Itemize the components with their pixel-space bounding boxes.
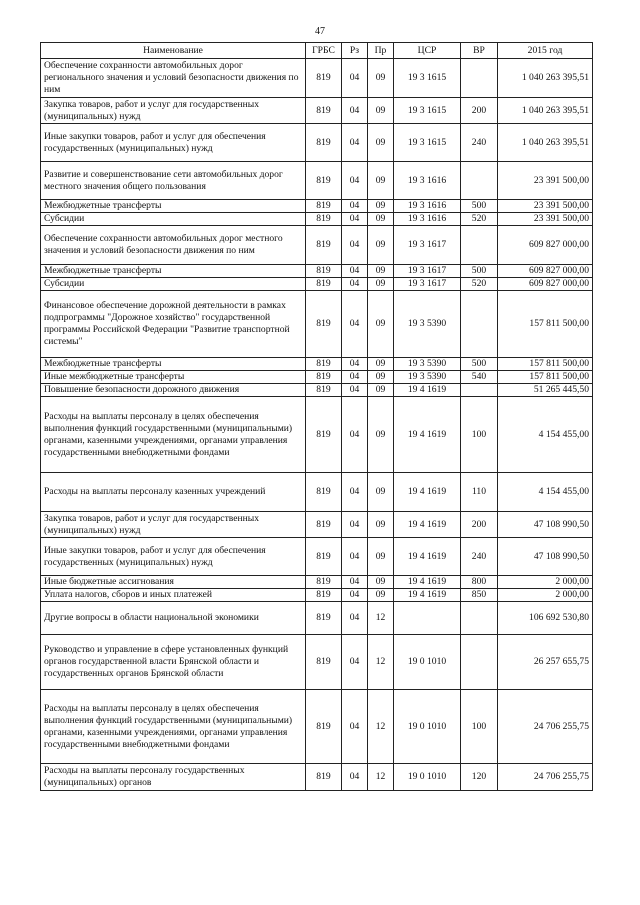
cell-name: Другие вопросы в области национальной экономики xyxy=(41,602,306,635)
cell-vr: 110 xyxy=(461,473,498,512)
cell-name: Иные закупки товаров, работ и услуг для обеспечения государственных (муниципальных) нужд xyxy=(41,124,306,162)
cell-amount: 609 827 000,00 xyxy=(498,265,593,278)
cell-amount: 1 040 263 395,51 xyxy=(498,124,593,162)
budget-table xyxy=(40,42,593,791)
cell-vr xyxy=(461,226,498,265)
cell-vr: 540 xyxy=(461,371,498,384)
cell-csr xyxy=(394,602,461,635)
cell-pr: 09 xyxy=(368,59,394,98)
page-number: 47 xyxy=(315,26,325,37)
cell-amount: 23 391 500,00 xyxy=(498,213,593,226)
cell-grbs: 819 xyxy=(306,98,342,124)
cell-amount: 4 154 455,00 xyxy=(498,397,593,473)
cell-pr: 09 xyxy=(368,226,394,265)
cell-rz: 04 xyxy=(342,213,368,226)
cell-rz: 04 xyxy=(342,278,368,291)
cell-name: Финансовое обеспечение дорожной деятельности в рамках подпрограммы "Дорожное хозяйство" государственной программы Российской Федерации "Развитие транспортной системы" xyxy=(41,291,306,358)
cell-amount: 47 108 990,50 xyxy=(498,538,593,576)
cell-name: Расходы на выплаты персоналу казенных учреждений xyxy=(41,473,306,512)
cell-vr xyxy=(461,635,498,690)
cell-rz: 04 xyxy=(342,397,368,473)
cell-rz: 04 xyxy=(342,512,368,538)
cell-csr: 19 3 1617 xyxy=(394,226,461,265)
cell-amount: 1 040 263 395,51 xyxy=(498,59,593,98)
cell-grbs: 819 xyxy=(306,291,342,358)
cell-rz: 04 xyxy=(342,59,368,98)
cell-rz: 04 xyxy=(342,576,368,589)
header-year: 2015 год xyxy=(498,43,593,59)
cell-pr: 09 xyxy=(368,213,394,226)
cell-name: Обеспечение сохранности автомобильных дорог регионального значения и условий безопасности движения по ним xyxy=(41,59,306,98)
cell-csr: 19 4 1619 xyxy=(394,576,461,589)
cell-csr: 19 0 1010 xyxy=(394,690,461,764)
cell-grbs: 819 xyxy=(306,384,342,397)
cell-name: Закупка товаров, работ и услуг для государственных (муниципальных) нужд xyxy=(41,512,306,538)
cell-rz: 04 xyxy=(342,162,368,200)
cell-vr: 850 xyxy=(461,589,498,602)
cell-name: Расходы на выплаты персоналу в целях обеспечения выполнения функций государственными (муниципальными) органами, казенными учреждениями, органами управления государственными внебюджетными фондами xyxy=(41,690,306,764)
cell-vr: 520 xyxy=(461,278,498,291)
table-row xyxy=(41,397,593,473)
cell-name: Субсидии xyxy=(41,213,306,226)
cell-amount: 51 265 445,50 xyxy=(498,384,593,397)
cell-csr: 19 4 1619 xyxy=(394,473,461,512)
cell-vr: 200 xyxy=(461,98,498,124)
cell-name: Иные межбюджетные трансферты xyxy=(41,371,306,384)
cell-vr xyxy=(461,59,498,98)
cell-pr: 09 xyxy=(368,576,394,589)
cell-vr: 240 xyxy=(461,124,498,162)
table-row xyxy=(41,200,593,213)
cell-grbs: 819 xyxy=(306,512,342,538)
cell-amount: 47 108 990,50 xyxy=(498,512,593,538)
cell-csr: 19 4 1619 xyxy=(394,512,461,538)
cell-pr: 09 xyxy=(368,512,394,538)
cell-vr: 240 xyxy=(461,538,498,576)
cell-csr: 19 4 1619 xyxy=(394,384,461,397)
cell-name: Межбюджетные трансферты xyxy=(41,358,306,371)
cell-rz: 04 xyxy=(342,265,368,278)
cell-grbs: 819 xyxy=(306,59,342,98)
cell-amount: 4 154 455,00 xyxy=(498,473,593,512)
cell-pr: 09 xyxy=(368,200,394,213)
cell-amount: 157 811 500,00 xyxy=(498,371,593,384)
cell-csr: 19 3 1616 xyxy=(394,162,461,200)
cell-csr: 19 3 1616 xyxy=(394,200,461,213)
cell-pr: 09 xyxy=(368,538,394,576)
table-row xyxy=(41,162,593,200)
cell-vr: 100 xyxy=(461,397,498,473)
cell-amount: 2 000,00 xyxy=(498,576,593,589)
cell-pr: 12 xyxy=(368,602,394,635)
cell-pr: 12 xyxy=(368,764,394,791)
table-row xyxy=(41,291,593,358)
cell-pr: 09 xyxy=(368,384,394,397)
table-row xyxy=(41,512,593,538)
cell-vr: 120 xyxy=(461,764,498,791)
cell-csr: 19 3 1617 xyxy=(394,278,461,291)
cell-rz: 04 xyxy=(342,589,368,602)
cell-name: Обеспечение сохранности автомобильных дорог местного значения и условий безопасности движения по ним xyxy=(41,226,306,265)
cell-grbs: 819 xyxy=(306,602,342,635)
cell-vr: 100 xyxy=(461,690,498,764)
cell-grbs: 819 xyxy=(306,635,342,690)
cell-grbs: 819 xyxy=(306,576,342,589)
cell-amount: 23 391 500,00 xyxy=(498,200,593,213)
cell-csr: 19 0 1010 xyxy=(394,635,461,690)
table-row xyxy=(41,59,593,98)
cell-amount: 26 257 655,75 xyxy=(498,635,593,690)
cell-vr xyxy=(461,291,498,358)
cell-pr: 09 xyxy=(368,291,394,358)
cell-csr: 19 4 1619 xyxy=(394,589,461,602)
cell-csr: 19 0 1010 xyxy=(394,764,461,791)
cell-amount: 1 040 263 395,51 xyxy=(498,98,593,124)
cell-name: Расходы на выплаты персоналу государственных (муниципальных) органов xyxy=(41,764,306,791)
table-row xyxy=(41,358,593,371)
cell-name: Иные закупки товаров, работ и услуг для обеспечения государственных (муниципальных) нужд xyxy=(41,538,306,576)
table-row xyxy=(41,602,593,635)
cell-vr xyxy=(461,602,498,635)
cell-rz: 04 xyxy=(342,358,368,371)
cell-grbs: 819 xyxy=(306,265,342,278)
cell-amount: 609 827 000,00 xyxy=(498,226,593,265)
cell-pr: 12 xyxy=(368,690,394,764)
cell-vr: 500 xyxy=(461,200,498,213)
table-row xyxy=(41,635,593,690)
cell-csr: 19 3 1615 xyxy=(394,59,461,98)
table-row xyxy=(41,473,593,512)
cell-grbs: 819 xyxy=(306,589,342,602)
cell-rz: 04 xyxy=(342,371,368,384)
cell-csr: 19 3 1616 xyxy=(394,213,461,226)
cell-rz: 04 xyxy=(342,635,368,690)
cell-grbs: 819 xyxy=(306,764,342,791)
cell-grbs: 819 xyxy=(306,124,342,162)
cell-rz: 04 xyxy=(342,764,368,791)
cell-csr: 19 3 5390 xyxy=(394,358,461,371)
cell-csr: 19 3 5390 xyxy=(394,291,461,358)
cell-amount: 609 827 000,00 xyxy=(498,278,593,291)
cell-name: Межбюджетные трансферты xyxy=(41,265,306,278)
table-row xyxy=(41,226,593,265)
cell-name: Закупка товаров, работ и услуг для государственных (муниципальных) нужд xyxy=(41,98,306,124)
cell-name: Расходы на выплаты персоналу в целях обеспечения выполнения функций государственными (муниципальными) органами, казенными учреждениями, органами управления государственными внебюджетными фондами xyxy=(41,397,306,473)
cell-csr: 19 3 1615 xyxy=(394,124,461,162)
cell-name: Повышение безопасности дорожного движения xyxy=(41,384,306,397)
cell-csr: 19 3 1615 xyxy=(394,98,461,124)
cell-csr: 19 4 1619 xyxy=(394,538,461,576)
table-row xyxy=(41,278,593,291)
cell-rz: 04 xyxy=(342,690,368,764)
cell-name: Руководство и управление в сфере установленных функций органов государственной власти Брянской области и государственных органов Брянской области xyxy=(41,635,306,690)
cell-rz: 04 xyxy=(342,602,368,635)
cell-amount: 157 811 500,00 xyxy=(498,358,593,371)
cell-pr: 09 xyxy=(368,265,394,278)
cell-name: Развитие и совершенствование сети автомобильных дорог местного значения общего пользования xyxy=(41,162,306,200)
cell-csr: 19 3 5390 xyxy=(394,371,461,384)
cell-pr: 09 xyxy=(368,589,394,602)
cell-grbs: 819 xyxy=(306,358,342,371)
table-header-row xyxy=(41,43,593,59)
cell-rz: 04 xyxy=(342,473,368,512)
cell-grbs: 819 xyxy=(306,278,342,291)
cell-csr: 19 3 1617 xyxy=(394,265,461,278)
cell-pr: 09 xyxy=(368,397,394,473)
cell-vr: 500 xyxy=(461,265,498,278)
cell-grbs: 819 xyxy=(306,226,342,265)
cell-grbs: 819 xyxy=(306,213,342,226)
cell-rz: 04 xyxy=(342,538,368,576)
cell-amount: 24 706 255,75 xyxy=(498,764,593,791)
cell-rz: 04 xyxy=(342,384,368,397)
cell-amount: 23 391 500,00 xyxy=(498,162,593,200)
table-row xyxy=(41,265,593,278)
cell-rz: 04 xyxy=(342,200,368,213)
header-name: Наименование xyxy=(41,43,306,59)
cell-pr: 09 xyxy=(368,162,394,200)
cell-vr xyxy=(461,162,498,200)
table-row xyxy=(41,589,593,602)
cell-pr: 09 xyxy=(368,358,394,371)
cell-csr: 19 4 1619 xyxy=(394,397,461,473)
cell-vr xyxy=(461,384,498,397)
cell-pr: 09 xyxy=(368,371,394,384)
table-row xyxy=(41,371,593,384)
header-vr: ВР xyxy=(461,43,498,59)
header-csr: ЦСР xyxy=(394,43,461,59)
cell-amount: 24 706 255,75 xyxy=(498,690,593,764)
header-pr: Пр xyxy=(368,43,394,59)
cell-grbs: 819 xyxy=(306,538,342,576)
cell-vr: 200 xyxy=(461,512,498,538)
cell-grbs: 819 xyxy=(306,397,342,473)
cell-pr: 09 xyxy=(368,124,394,162)
table-row xyxy=(41,764,593,791)
cell-rz: 04 xyxy=(342,98,368,124)
cell-vr: 800 xyxy=(461,576,498,589)
cell-name: Субсидии xyxy=(41,278,306,291)
header-rz: Рз xyxy=(342,43,368,59)
cell-rz: 04 xyxy=(342,226,368,265)
cell-grbs: 819 xyxy=(306,371,342,384)
table-row xyxy=(41,538,593,576)
table-row xyxy=(41,213,593,226)
cell-pr: 09 xyxy=(368,278,394,291)
cell-grbs: 819 xyxy=(306,162,342,200)
table-row xyxy=(41,124,593,162)
header-grbs: ГРБС xyxy=(306,43,342,59)
cell-name: Уплата налогов, сборов и иных платежей xyxy=(41,589,306,602)
cell-amount: 106 692 530,80 xyxy=(498,602,593,635)
cell-grbs: 819 xyxy=(306,473,342,512)
cell-rz: 04 xyxy=(342,124,368,162)
cell-vr: 520 xyxy=(461,213,498,226)
table-row xyxy=(41,384,593,397)
cell-rz: 04 xyxy=(342,291,368,358)
cell-pr: 09 xyxy=(368,98,394,124)
cell-grbs: 819 xyxy=(306,690,342,764)
cell-pr: 12 xyxy=(368,635,394,690)
table-row xyxy=(41,98,593,124)
table-row xyxy=(41,576,593,589)
cell-name: Иные бюджетные ассигнования xyxy=(41,576,306,589)
cell-name: Межбюджетные трансферты xyxy=(41,200,306,213)
table-row xyxy=(41,690,593,764)
cell-grbs: 819 xyxy=(306,200,342,213)
cell-pr: 09 xyxy=(368,473,394,512)
cell-amount: 2 000,00 xyxy=(498,589,593,602)
cell-amount: 157 811 500,00 xyxy=(498,291,593,358)
cell-vr: 500 xyxy=(461,358,498,371)
